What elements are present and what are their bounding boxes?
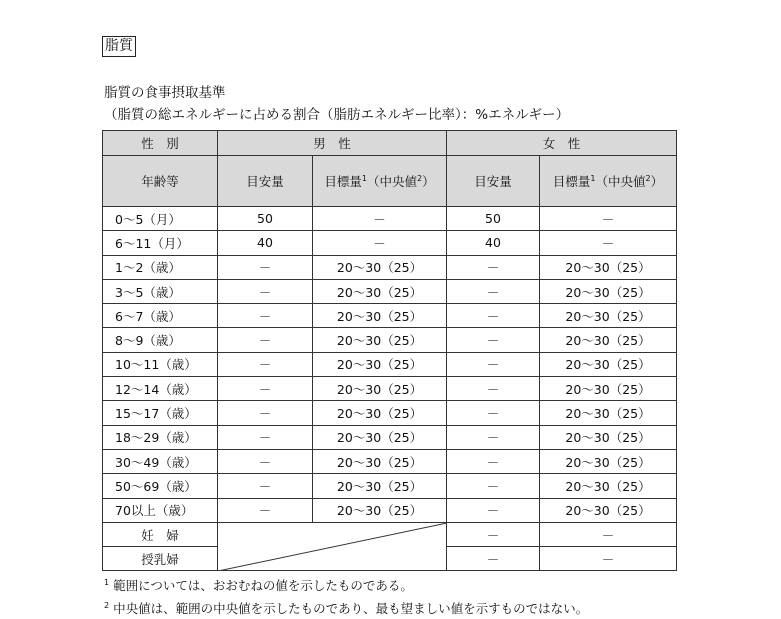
not-applicable-diagonal-cell <box>218 522 447 571</box>
table-row <box>103 207 677 231</box>
male-dg-cell: 20～30（25） <box>313 255 447 279</box>
female-ai-cell: － <box>447 352 540 376</box>
female-dg-cell: 20～30（25） <box>540 328 677 352</box>
female-ai-cell: － <box>447 328 540 352</box>
male-dg-cell: 20～30（25） <box>313 425 447 449</box>
header-female: 女 性 <box>447 131 677 156</box>
male-dg-cell: 20～30（25） <box>313 352 447 376</box>
table-row <box>103 352 677 376</box>
age-cell: 1～2（歳） <box>103 255 218 279</box>
female-ai-cell: － <box>447 449 540 473</box>
male-dg-cell: 20～30（25） <box>313 498 447 522</box>
male-ai-cell: － <box>218 449 313 473</box>
table-row <box>103 498 677 522</box>
male-ai-cell: － <box>218 425 313 449</box>
male-ai-cell: － <box>218 328 313 352</box>
female-ai-cell: － <box>447 522 540 546</box>
male-ai-cell: － <box>218 255 313 279</box>
table-row <box>103 401 677 425</box>
footnote-2: $^2$ 中央値は、範囲の中央値を示したものであり、最も望ましい値を示すものではない。 <box>104 601 589 616</box>
age-cell: 70以上（歳） <box>103 498 218 522</box>
female-dg-cell: 20～30（25） <box>540 425 677 449</box>
male-dg-cell: 20～30（25） <box>313 449 447 473</box>
male-ai-cell: 40 <box>218 231 313 255</box>
age-cell: 30～49（歳） <box>103 449 218 473</box>
male-dg-cell: 20～30（25） <box>313 304 447 328</box>
table-row-pregnant <box>103 522 677 546</box>
male-ai-cell: － <box>218 279 313 303</box>
age-cell: 10～11（歳） <box>103 352 218 376</box>
pregnant-label-cell: 妊 婦 <box>103 522 218 546</box>
header-male: 男 性 <box>218 131 447 156</box>
age-cell: 50～69（歳） <box>103 474 218 498</box>
age-cell: 18～29（歳） <box>103 425 218 449</box>
male-ai-cell: － <box>218 352 313 376</box>
age-cell: 3～5（歳） <box>103 279 218 303</box>
table-row <box>103 231 677 255</box>
table-row <box>103 377 677 401</box>
female-dg-cell: 20～30（25） <box>540 352 677 376</box>
female-ai-cell: 50 <box>447 207 540 231</box>
page-heading: 脂質 <box>102 36 136 57</box>
female-ai-cell: － <box>447 401 540 425</box>
table-header-row-measures <box>103 156 677 207</box>
table-row <box>103 474 677 498</box>
table-row <box>103 425 677 449</box>
age-cell: 8～9（歳） <box>103 328 218 352</box>
female-dg-cell: 20～30（25） <box>540 279 677 303</box>
male-dg-cell: 20～30（25） <box>313 474 447 498</box>
female-ai-cell: － <box>447 377 540 401</box>
male-dg-cell: 20～30（25） <box>313 377 447 401</box>
header-age-label: 年齢等 <box>103 156 218 207</box>
female-dg-cell: 20～30（25） <box>540 255 677 279</box>
male-ai-cell: 50 <box>218 207 313 231</box>
lactating-label-cell: 授乳婦 <box>103 547 218 571</box>
table-subtitle: （脂質の総エネルギーに占める割合（脂肪エネルギー比率）：%エネルギー） <box>104 107 570 123</box>
age-cell: 15～17（歳） <box>103 401 218 425</box>
female-ai-cell: － <box>447 255 540 279</box>
female-dg-cell: 20～30（25） <box>540 401 677 425</box>
female-dg-cell: － <box>540 231 677 255</box>
female-ai-cell: － <box>447 425 540 449</box>
age-cell: 12～14（歳） <box>103 377 218 401</box>
table-title: 脂質の食事摂取基準 <box>104 85 226 101</box>
header-male-ai: 目安量 <box>218 156 313 207</box>
female-dg-cell: 20～30（25） <box>540 474 677 498</box>
table-row <box>103 255 677 279</box>
female-ai-cell: － <box>447 498 540 522</box>
male-ai-cell: － <box>218 377 313 401</box>
female-ai-cell: － <box>447 547 540 571</box>
header-female-dg: 目標量$^1$（中央値$^2$） <box>540 156 677 207</box>
table-row <box>103 279 677 303</box>
male-dg-cell: 20～30（25） <box>313 328 447 352</box>
female-ai-cell: － <box>447 474 540 498</box>
table-row <box>103 304 677 328</box>
header-male-dg: 目標量$^1$（中央値$^2$） <box>313 156 447 207</box>
female-dg-cell: 20～30（25） <box>540 377 677 401</box>
male-dg-cell: 20～30（25） <box>313 401 447 425</box>
female-dg-cell: － <box>540 547 677 571</box>
header-female-ai: 目安量 <box>447 156 540 207</box>
male-dg-cell: 20～30（25） <box>313 279 447 303</box>
female-dg-cell: － <box>540 207 677 231</box>
female-dg-cell: 20～30（25） <box>540 449 677 473</box>
female-ai-cell: － <box>447 279 540 303</box>
female-ai-cell: － <box>447 304 540 328</box>
female-dg-cell: － <box>540 522 677 546</box>
table-row <box>103 449 677 473</box>
male-ai-cell: － <box>218 498 313 522</box>
female-dg-cell: 20～30（25） <box>540 304 677 328</box>
header-sex-label: 性 別 <box>103 131 218 156</box>
age-cell: 6～11（月） <box>103 231 218 255</box>
male-ai-cell: － <box>218 401 313 425</box>
male-ai-cell: － <box>218 304 313 328</box>
footnote-1: $^1$ 範囲については、おおむねの値を示したものである。 <box>104 578 413 593</box>
fat-intake-table <box>102 130 677 571</box>
male-dg-cell: － <box>313 207 447 231</box>
age-cell: 0～5（月） <box>103 207 218 231</box>
diagonal-slash <box>218 523 447 571</box>
table-header-row-sex <box>103 131 677 156</box>
table-row <box>103 328 677 352</box>
male-ai-cell: － <box>218 474 313 498</box>
male-dg-cell: － <box>313 231 447 255</box>
age-cell: 6～7（歳） <box>103 304 218 328</box>
female-dg-cell: 20～30（25） <box>540 498 677 522</box>
female-ai-cell: 40 <box>447 231 540 255</box>
